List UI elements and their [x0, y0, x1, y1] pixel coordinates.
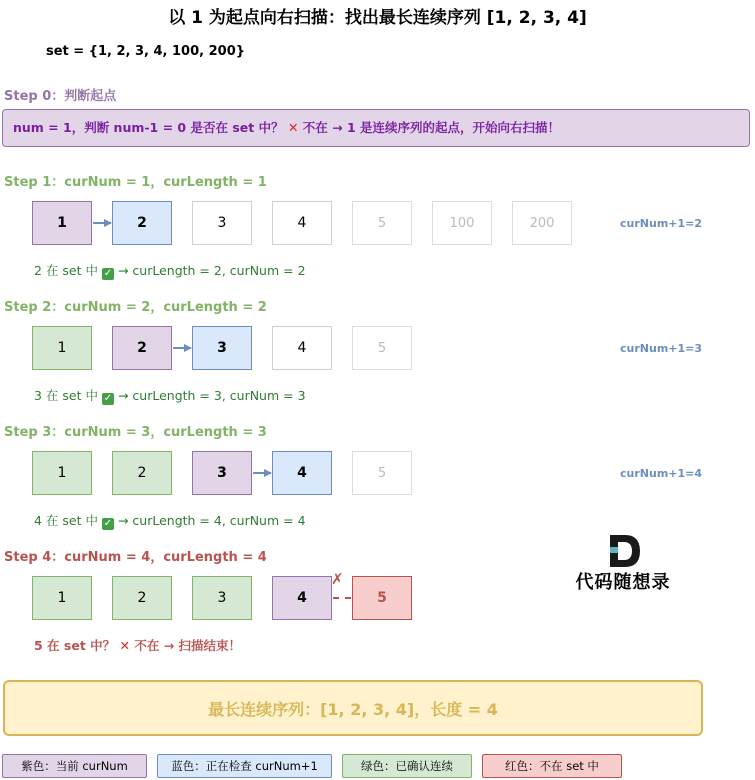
legend-green: 绿色：已确认连续	[342, 754, 472, 778]
step3-box-5: 5	[352, 451, 412, 495]
step1-box-5: 5	[352, 201, 412, 245]
step4-box-2: 2	[112, 576, 172, 620]
step1-label: Step 1：curNum = 1，curLength = 1	[4, 175, 267, 190]
legend-blue: 蓝色：正在检查 curNum+1	[157, 754, 332, 778]
step3-result-before: 4 在 set 中	[34, 513, 98, 528]
step2-box-2: 2	[112, 326, 172, 370]
step4-result-after: 不在 → 扫描结束！	[130, 638, 242, 653]
step2-box-1: 1	[32, 326, 92, 370]
step1-box-1: 1	[32, 201, 92, 245]
logo-text: 代码随想录	[575, 572, 671, 593]
step2-result-before: 3 在 set 中	[34, 388, 98, 403]
step0-note-before: num = 1，判断 num-1 = 0 是否在 set 中？	[13, 120, 284, 135]
step2-box-3: 3	[192, 326, 252, 370]
step2-result	[34, 386, 306, 405]
cross-icon: ✕	[287, 120, 299, 135]
step4-label: Step 4：curNum = 4，curLength = 4	[4, 550, 267, 565]
step3-label: Step 3：curNum = 3，curLength = 3	[4, 425, 267, 440]
step0-label: Step 0：判断起点	[4, 89, 117, 104]
check-icon: ✓	[103, 393, 113, 404]
legend-purple: 紫色：当前 curNum	[2, 754, 147, 778]
step4-box-4: 4	[272, 576, 332, 620]
step4-box-5: 5	[352, 576, 412, 620]
check-icon: ✓	[103, 518, 113, 529]
step3-result-after: → curLength = 4, curNum = 4	[117, 513, 306, 528]
step1-box-3: 3	[192, 201, 252, 245]
step0-note-after: 不在 → 1 是连续序列的起点，开始向右扫描！	[298, 120, 561, 135]
step1-box-4: 4	[272, 201, 332, 245]
final-result: 最长连续序列：[1, 2, 3, 4]，长度 = 4	[3, 680, 703, 736]
step3-box-3: 3	[192, 451, 252, 495]
step2-box-5: 5	[352, 326, 412, 370]
step3-box-4: 4	[272, 451, 332, 495]
step2-box-4: 4	[272, 326, 332, 370]
step1-result-after: → curLength = 2, curNum = 2	[117, 263, 306, 278]
step4-result-before: 5 在 set 中？	[34, 638, 116, 653]
step1-result-before: 2 在 set 中	[34, 263, 98, 278]
step2-result-after: → curLength = 3, curNum = 3	[117, 388, 306, 403]
step1-result	[34, 261, 306, 280]
step1-box-100: 100	[432, 201, 492, 245]
step1-box-2: 2	[112, 201, 172, 245]
check-icon: ✓	[103, 268, 113, 279]
step3-cur-label: curNum+1=4	[620, 467, 703, 480]
set-definition: set = {1, 2, 3, 4, 100, 200}	[46, 44, 245, 59]
step4-result	[34, 636, 241, 654]
fail-cross-icon: ✗	[331, 570, 344, 588]
step4-box-1: 1	[32, 576, 92, 620]
step3-result	[34, 511, 306, 530]
step2-cur-label: curNum+1=3	[620, 342, 703, 355]
page-title: 以 1 为起点向右扫描：找出最长连续序列 [1, 2, 3, 4]	[168, 8, 587, 28]
cross-icon: ✕	[119, 638, 130, 653]
step2-label: Step 2：curNum = 2，curLength = 2	[4, 300, 267, 315]
step4-box-3: 3	[192, 576, 252, 620]
step1-cur-label: curNum+1=2	[620, 217, 703, 230]
step3-box-2: 2	[112, 451, 172, 495]
step0-note	[2, 109, 750, 147]
step3-box-1: 1	[32, 451, 92, 495]
step1-box-200: 200	[512, 201, 572, 245]
legend-red: 红色：不在 set 中	[482, 754, 622, 778]
